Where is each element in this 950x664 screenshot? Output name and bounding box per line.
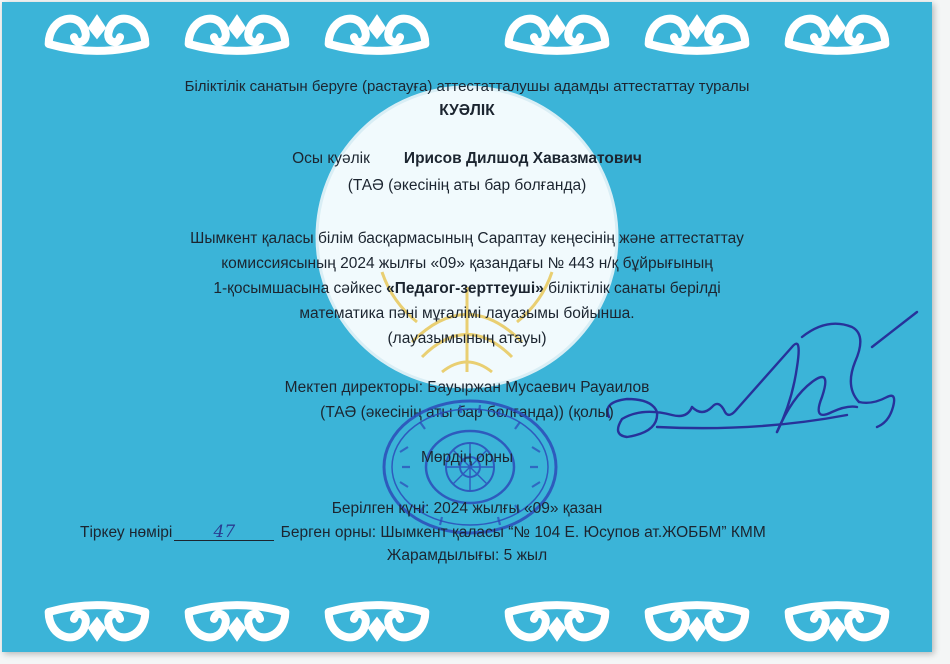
holder-label: Осы куәлік <box>292 150 370 167</box>
holder-note: (ТАӘ (әкесінің аты бар болғанда) <box>347 177 587 194</box>
ornament-diamond <box>688 617 706 642</box>
registration-line <box>80 524 766 542</box>
position-line: математика пәні мұғалімі лауазымы бойынша. <box>299 305 635 322</box>
body-line-3-post: біліктілік санаты берілді <box>543 280 721 297</box>
certificate-title: КУӘЛІК <box>439 102 495 119</box>
school-seal-icon <box>380 397 560 542</box>
ornament-diamond <box>228 617 246 642</box>
ornament-diamond <box>548 617 566 642</box>
holder-name: Ирисов Дилшод Хавазматович <box>403 150 642 167</box>
issue-date: Берілген күні: 2024 жылғы «09» қазан <box>331 500 603 517</box>
certificate-header-line: Біліктілік санатын беруге (растауға) аттестатталушы адамды аттестаттау туралы <box>184 78 750 95</box>
registration-number: 47 <box>174 525 274 541</box>
registration-label: Тіркеу нөмірі <box>80 524 173 541</box>
body-line-3 <box>2 280 932 298</box>
body-line-1: Шымкент қаласы білім басқармасының Сараптау кеңесінің және аттестаттау <box>190 230 744 247</box>
ornament-diamond <box>368 617 386 642</box>
validity-period: Жарамдылығы: 5 жыл <box>386 547 548 564</box>
body-line-3-pre: 1-қосымшасына сәйкес <box>213 280 387 297</box>
seal-place-label: Мөрдің орны <box>420 449 514 466</box>
director-line: Мектеп директоры: Бауыржан Мусаевич Рауаилов <box>284 379 650 396</box>
certificate <box>2 2 932 652</box>
holder-line <box>2 150 932 168</box>
ornament-diamond <box>88 617 106 642</box>
top-ornament-border <box>2 2 932 72</box>
director-note: (ТАӘ (әкесінің аты бар болғанда)) (қолы) <box>320 404 614 421</box>
issuer-text: Берген орны: Шымкент қаласы “№ 104 Е. Юсупов ат.ЖОББМ” КММ <box>280 524 766 541</box>
bottom-ornament-border <box>2 572 932 652</box>
category-name: «Педагог-зерттеуші» <box>386 280 544 297</box>
position-note: (лауазымының атауы) <box>387 330 547 347</box>
body-line-2: комиссиясының 2024 жылғы «09» қазандағы № 443 н/қ бұйрығының <box>221 255 713 272</box>
ornament-diamond <box>828 617 846 642</box>
